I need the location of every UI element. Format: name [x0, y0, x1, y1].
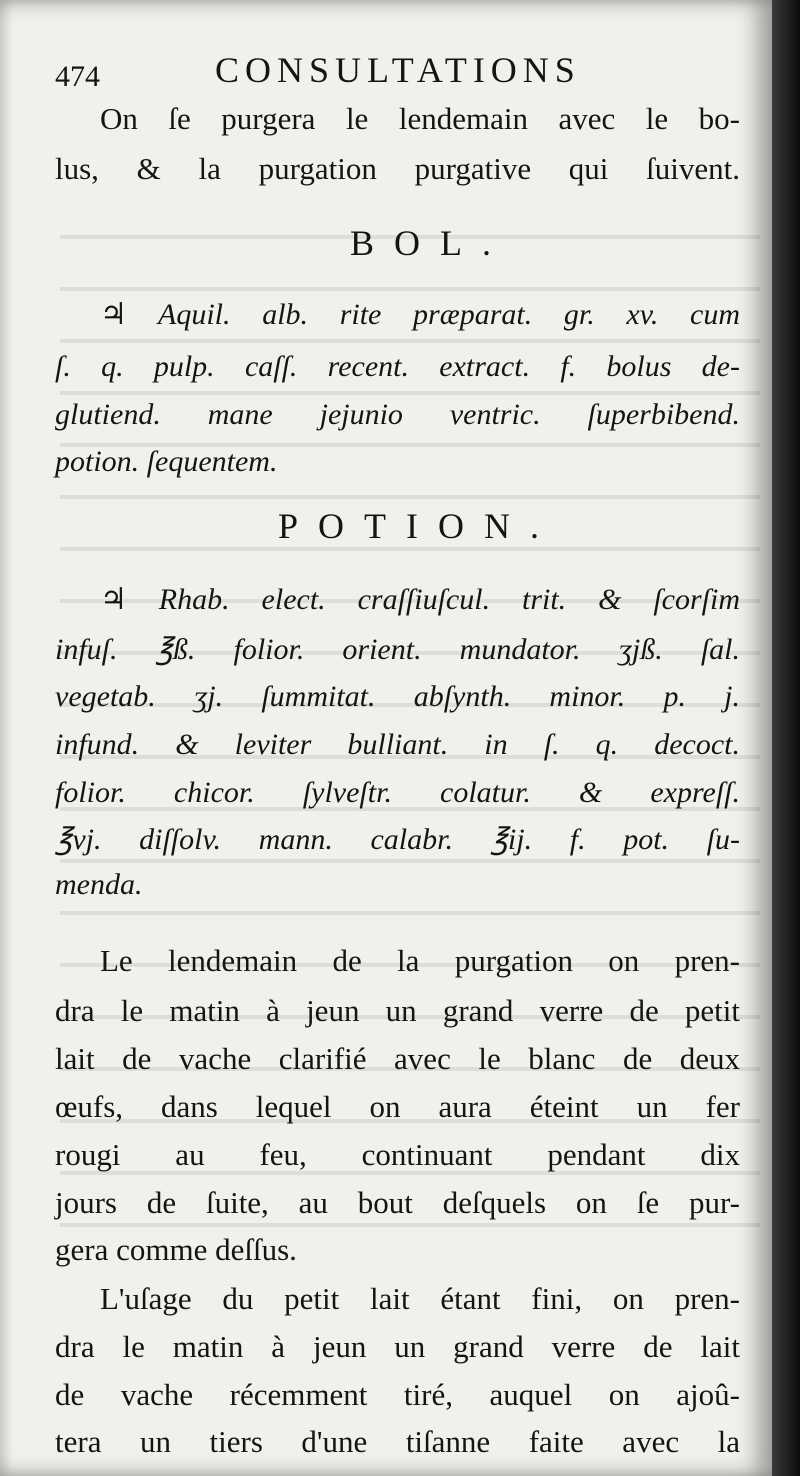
potion-line-5: folior. chicor. ſylveſtr. colatur. & expreſſ.: [55, 776, 740, 809]
page-edge-shadow: [772, 0, 800, 1476]
paragraph1-line-5: rougi au feu, continuant pendant dix: [55, 1137, 740, 1172]
potion-line-3: vegetab. ʒj. ſummitat. abſynth. minor. p. j.: [55, 680, 740, 713]
potion-line-2: infuſ. ℥ß. folior. orient. mundator. ʒjß. ſal.: [55, 633, 740, 666]
paragraph2-line-1: L'uſage du petit lait étant fini, on pren-: [100, 1281, 740, 1316]
bol-line-1: ♃ Aquil. alb. rite præparat. gr. xv. cum: [100, 298, 740, 331]
running-title: CONSULTATIONS: [215, 50, 581, 90]
intro-line-1: On ſe purgera le lendemain avec le bo-: [100, 101, 740, 136]
paragraph1-line-7: gera comme deſſus.: [55, 1232, 297, 1267]
bol-line-2: ſ. q. pulp. caſſ. recent. extract. f. bolus de-: [55, 350, 740, 383]
paragraph1-line-3: lait de vache clarifié avec le blanc de deux: [55, 1041, 740, 1076]
section-heading-bol: BOL.: [350, 223, 511, 263]
section-heading-potion: POTION.: [278, 506, 559, 546]
bol-line-4: potion. ſequentem.: [55, 445, 278, 478]
potion-line-1: ♃ Rhab. elect. craſſiuſcul. trit. & ſcorſim: [100, 583, 740, 616]
paragraph1-line-1: Le lendemain de la purgation on pren-: [100, 943, 740, 978]
paragraph1-line-6: jours de ſuite, au bout deſquels on ſe pur-: [55, 1185, 740, 1220]
paragraph1-line-4: œufs, dans lequel on aura éteint un fer: [55, 1089, 740, 1124]
bol-line-3: glutiend. mane jejunio ventric. ſuperbibend.: [55, 398, 740, 431]
potion-line-7: menda.: [55, 868, 143, 901]
page-number: 474: [55, 60, 100, 93]
paragraph2-line-4: tera un tiers d'une tiſanne faite avec la: [55, 1424, 740, 1459]
paragraph1-line-2: dra le matin à jeun un grand verre de petit: [55, 993, 740, 1028]
paragraph2-line-2: dra le matin à jeun un grand verre de lait: [55, 1329, 740, 1364]
paragraph2-line-3: de vache récemment tiré, auquel on ajoû-: [55, 1377, 740, 1412]
potion-line-4: infund. & leviter bulliant. in ſ. q. decoct.: [55, 728, 740, 761]
potion-line-6: ℥vj. diſſolv. mann. calabr. ℥ij. f. pot. ſu-: [55, 823, 740, 856]
intro-line-2: lus, & la purgation purgative qui ſuivent.: [55, 151, 740, 186]
